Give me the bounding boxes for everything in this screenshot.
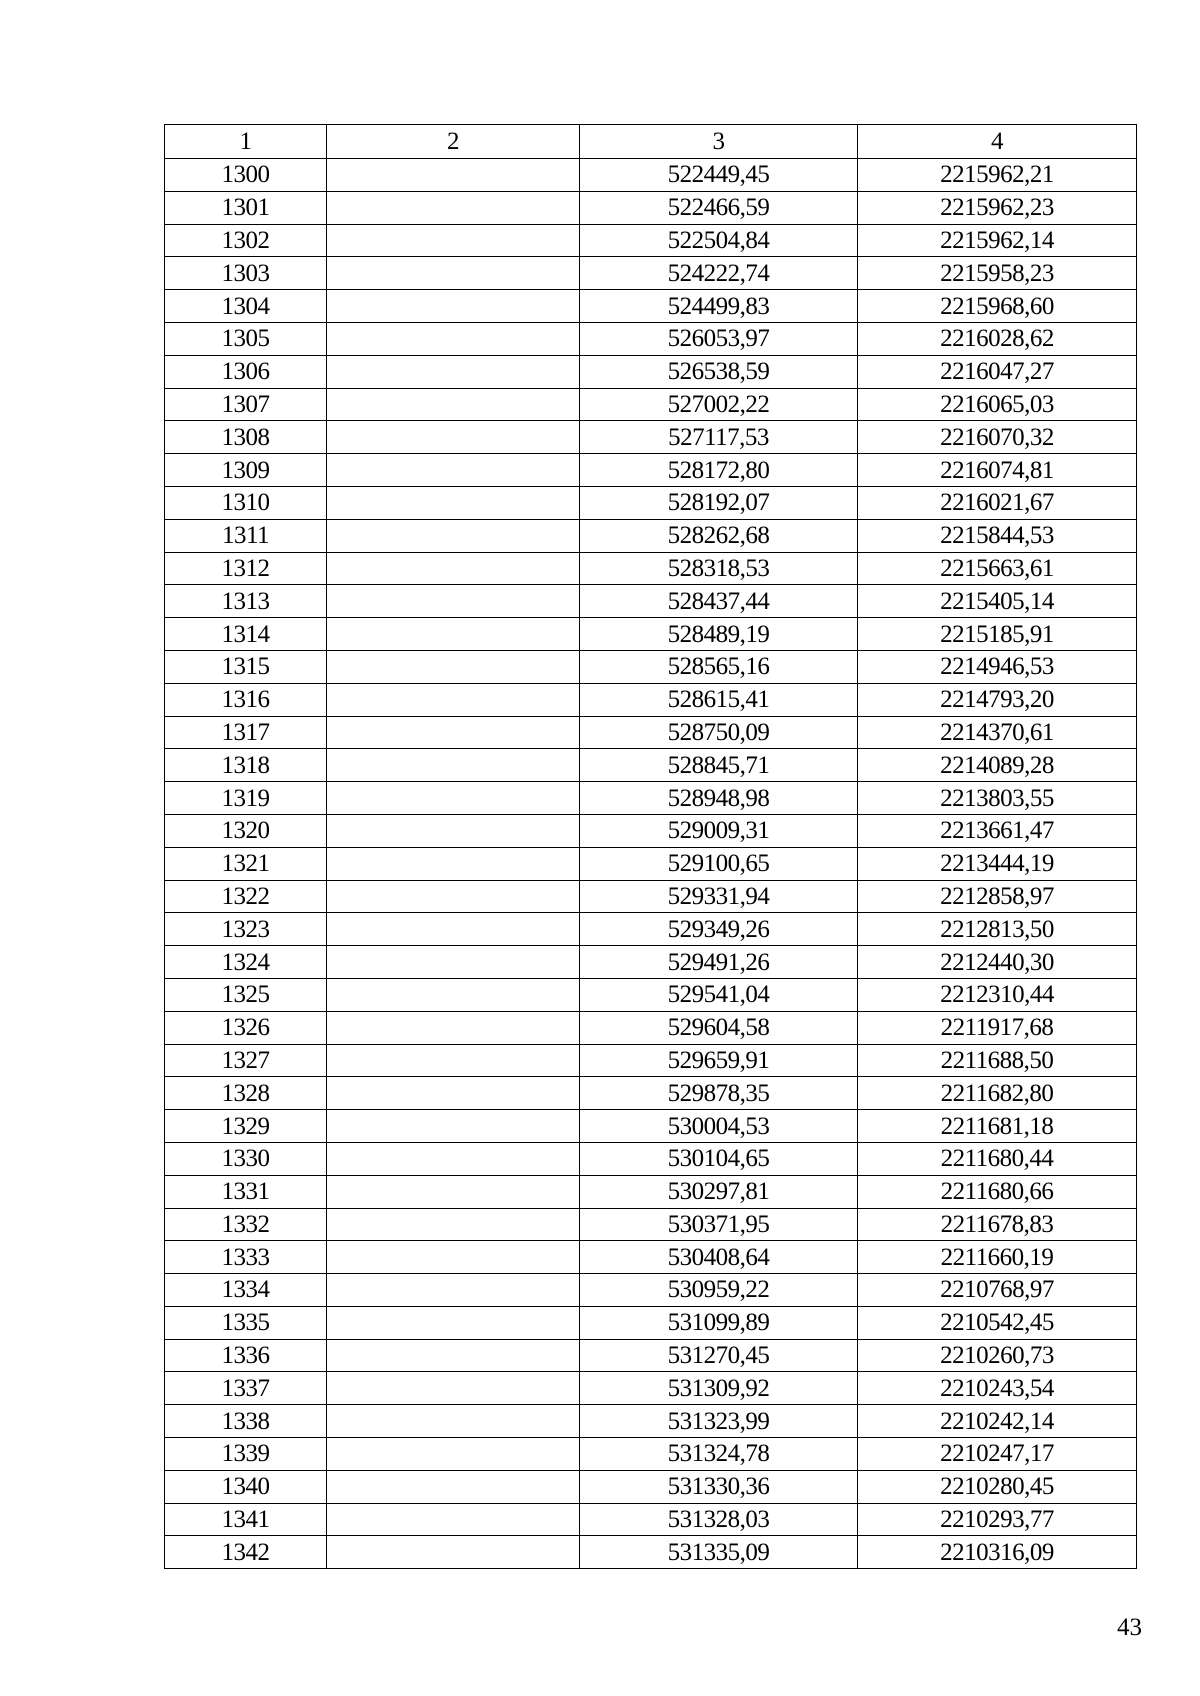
point-number-cell: 1341 xyxy=(165,1503,327,1536)
x-coordinate-cell: 524499,83 xyxy=(580,290,858,323)
table-row xyxy=(165,1241,1137,1274)
x-coordinate-cell: 528437,44 xyxy=(580,585,858,618)
x-coordinate-cell: 528948,98 xyxy=(580,782,858,815)
table-row xyxy=(165,224,1137,257)
column-header-1: 1 xyxy=(165,125,327,159)
point-number-cell: 1339 xyxy=(165,1438,327,1471)
table-row xyxy=(165,519,1137,552)
table-row xyxy=(165,650,1137,683)
x-coordinate-cell: 529659,91 xyxy=(580,1044,858,1077)
empty-cell xyxy=(327,913,580,946)
table-row xyxy=(165,618,1137,651)
point-number-cell: 1320 xyxy=(165,814,327,847)
point-number-cell: 1312 xyxy=(165,552,327,585)
x-coordinate-cell: 529491,26 xyxy=(580,946,858,979)
point-number-cell: 1309 xyxy=(165,454,327,487)
table-row xyxy=(165,1470,1137,1503)
point-number-cell: 1310 xyxy=(165,486,327,519)
y-coordinate-cell: 2210242,14 xyxy=(858,1405,1137,1438)
point-number-cell: 1322 xyxy=(165,880,327,913)
x-coordinate-cell: 529331,94 xyxy=(580,880,858,913)
table-row xyxy=(165,946,1137,979)
point-number-cell: 1325 xyxy=(165,978,327,1011)
y-coordinate-cell: 2215663,61 xyxy=(858,552,1137,585)
point-number-cell: 1315 xyxy=(165,650,327,683)
table-row xyxy=(165,159,1137,192)
empty-cell xyxy=(327,1142,580,1175)
point-number-cell: 1328 xyxy=(165,1077,327,1110)
x-coordinate-cell: 522449,45 xyxy=(580,159,858,192)
empty-cell xyxy=(327,847,580,880)
empty-cell xyxy=(327,1241,580,1274)
y-coordinate-cell: 2211681,18 xyxy=(858,1110,1137,1143)
y-coordinate-cell: 2211680,44 xyxy=(858,1142,1137,1175)
y-coordinate-cell: 2216070,32 xyxy=(858,421,1137,454)
empty-cell xyxy=(327,224,580,257)
table-row xyxy=(165,1274,1137,1307)
x-coordinate-cell: 529100,65 xyxy=(580,847,858,880)
table-row xyxy=(165,191,1137,224)
empty-cell xyxy=(327,1470,580,1503)
y-coordinate-cell: 2215958,23 xyxy=(858,257,1137,290)
x-coordinate-cell: 526538,59 xyxy=(580,355,858,388)
point-number-cell: 1319 xyxy=(165,782,327,815)
point-number-cell: 1329 xyxy=(165,1110,327,1143)
empty-cell xyxy=(327,1405,580,1438)
y-coordinate-cell: 2212813,50 xyxy=(858,913,1137,946)
empty-cell xyxy=(327,1306,580,1339)
point-number-cell: 1327 xyxy=(165,1044,327,1077)
table-row xyxy=(165,847,1137,880)
empty-cell xyxy=(327,978,580,1011)
y-coordinate-cell: 2210260,73 xyxy=(858,1339,1137,1372)
table-row xyxy=(165,716,1137,749)
empty-cell xyxy=(327,322,580,355)
table-row xyxy=(165,1405,1137,1438)
empty-cell xyxy=(327,1044,580,1077)
x-coordinate-cell: 524222,74 xyxy=(580,257,858,290)
point-number-cell: 1342 xyxy=(165,1536,327,1569)
table-row xyxy=(165,1536,1137,1569)
table-row xyxy=(165,814,1137,847)
table-row xyxy=(165,683,1137,716)
empty-cell xyxy=(327,1110,580,1143)
column-header-4: 4 xyxy=(858,125,1137,159)
empty-cell xyxy=(327,650,580,683)
empty-cell xyxy=(327,1372,580,1405)
point-number-cell: 1334 xyxy=(165,1274,327,1307)
empty-cell xyxy=(327,716,580,749)
y-coordinate-cell: 2211688,50 xyxy=(858,1044,1137,1077)
y-coordinate-cell: 2210280,45 xyxy=(858,1470,1137,1503)
y-coordinate-cell: 2216074,81 xyxy=(858,454,1137,487)
empty-cell xyxy=(327,1011,580,1044)
empty-cell xyxy=(327,880,580,913)
point-number-cell: 1308 xyxy=(165,421,327,454)
point-number-cell: 1313 xyxy=(165,585,327,618)
table-row xyxy=(165,1306,1137,1339)
empty-cell xyxy=(327,1208,580,1241)
y-coordinate-cell: 2215962,21 xyxy=(858,159,1137,192)
table-row xyxy=(165,1438,1137,1471)
x-coordinate-cell: 530104,65 xyxy=(580,1142,858,1175)
table-row xyxy=(165,1503,1137,1536)
y-coordinate-cell: 2213444,19 xyxy=(858,847,1137,880)
table-row xyxy=(165,880,1137,913)
y-coordinate-cell: 2216047,27 xyxy=(858,355,1137,388)
table-row xyxy=(165,1142,1137,1175)
x-coordinate-cell: 530408,64 xyxy=(580,1241,858,1274)
point-number-cell: 1316 xyxy=(165,683,327,716)
x-coordinate-cell: 528318,53 xyxy=(580,552,858,585)
point-number-cell: 1307 xyxy=(165,388,327,421)
x-coordinate-cell: 531324,78 xyxy=(580,1438,858,1471)
x-coordinate-cell: 528172,80 xyxy=(580,454,858,487)
table-row xyxy=(165,1175,1137,1208)
empty-cell xyxy=(327,683,580,716)
empty-cell xyxy=(327,1274,580,1307)
y-coordinate-cell: 2214370,61 xyxy=(858,716,1137,749)
x-coordinate-cell: 531328,03 xyxy=(580,1503,858,1536)
x-coordinate-cell: 527117,53 xyxy=(580,421,858,454)
x-coordinate-cell: 531335,09 xyxy=(580,1536,858,1569)
table-row xyxy=(165,552,1137,585)
empty-cell xyxy=(327,585,580,618)
x-coordinate-cell: 529878,35 xyxy=(580,1077,858,1110)
point-number-cell: 1306 xyxy=(165,355,327,388)
empty-cell xyxy=(327,1438,580,1471)
y-coordinate-cell: 2211680,66 xyxy=(858,1175,1137,1208)
y-coordinate-cell: 2210542,45 xyxy=(858,1306,1137,1339)
y-coordinate-cell: 2210247,17 xyxy=(858,1438,1137,1471)
point-number-cell: 1311 xyxy=(165,519,327,552)
y-coordinate-cell: 2216065,03 xyxy=(858,388,1137,421)
x-coordinate-cell: 522504,84 xyxy=(580,224,858,257)
x-coordinate-cell: 527002,22 xyxy=(580,388,858,421)
y-coordinate-cell: 2215962,14 xyxy=(858,224,1137,257)
empty-cell xyxy=(327,552,580,585)
x-coordinate-cell: 531309,92 xyxy=(580,1372,858,1405)
table-row xyxy=(165,388,1137,421)
y-coordinate-cell: 2212858,97 xyxy=(858,880,1137,913)
point-number-cell: 1337 xyxy=(165,1372,327,1405)
table-row xyxy=(165,1208,1137,1241)
empty-cell xyxy=(327,159,580,192)
point-number-cell: 1330 xyxy=(165,1142,327,1175)
point-number-cell: 1304 xyxy=(165,290,327,323)
point-number-cell: 1323 xyxy=(165,913,327,946)
table-row xyxy=(165,1044,1137,1077)
table-row xyxy=(165,290,1137,323)
point-number-cell: 1301 xyxy=(165,191,327,224)
table-body xyxy=(165,159,1137,1569)
point-number-cell: 1321 xyxy=(165,847,327,880)
y-coordinate-cell: 2210243,54 xyxy=(858,1372,1137,1405)
y-coordinate-cell: 2215962,23 xyxy=(858,191,1137,224)
x-coordinate-cell: 528192,07 xyxy=(580,486,858,519)
table-row xyxy=(165,322,1137,355)
point-number-cell: 1305 xyxy=(165,322,327,355)
empty-cell xyxy=(327,618,580,651)
point-number-cell: 1303 xyxy=(165,257,327,290)
point-number-cell: 1332 xyxy=(165,1208,327,1241)
y-coordinate-cell: 2215844,53 xyxy=(858,519,1137,552)
y-coordinate-cell: 2211917,68 xyxy=(858,1011,1137,1044)
empty-cell xyxy=(327,1536,580,1569)
x-coordinate-cell: 529009,31 xyxy=(580,814,858,847)
x-coordinate-cell: 529349,26 xyxy=(580,913,858,946)
y-coordinate-cell: 2215968,60 xyxy=(858,290,1137,323)
x-coordinate-cell: 528845,71 xyxy=(580,749,858,782)
x-coordinate-cell: 528615,41 xyxy=(580,683,858,716)
y-coordinate-cell: 2211678,83 xyxy=(858,1208,1137,1241)
table-row xyxy=(165,1077,1137,1110)
empty-cell xyxy=(327,421,580,454)
empty-cell xyxy=(327,519,580,552)
empty-cell xyxy=(327,290,580,323)
x-coordinate-cell: 528489,19 xyxy=(580,618,858,651)
coordinates-table xyxy=(164,124,1137,1569)
point-number-cell: 1317 xyxy=(165,716,327,749)
table-row xyxy=(165,454,1137,487)
table-row xyxy=(165,355,1137,388)
y-coordinate-cell: 2211682,80 xyxy=(858,1077,1137,1110)
y-coordinate-cell: 2214089,28 xyxy=(858,749,1137,782)
y-coordinate-cell: 2210768,97 xyxy=(858,1274,1137,1307)
point-number-cell: 1302 xyxy=(165,224,327,257)
empty-cell xyxy=(327,1339,580,1372)
table-row xyxy=(165,913,1137,946)
empty-cell xyxy=(327,749,580,782)
y-coordinate-cell: 2213803,55 xyxy=(858,782,1137,815)
y-coordinate-cell: 2213661,47 xyxy=(858,814,1137,847)
point-number-cell: 1326 xyxy=(165,1011,327,1044)
empty-cell xyxy=(327,388,580,421)
column-header-2: 2 xyxy=(327,125,580,159)
table-row xyxy=(165,1110,1137,1143)
x-coordinate-cell: 529541,04 xyxy=(580,978,858,1011)
x-coordinate-cell: 531099,89 xyxy=(580,1306,858,1339)
y-coordinate-cell: 2212440,30 xyxy=(858,946,1137,979)
point-number-cell: 1314 xyxy=(165,618,327,651)
point-number-cell: 1324 xyxy=(165,946,327,979)
empty-cell xyxy=(327,486,580,519)
y-coordinate-cell: 2210316,09 xyxy=(858,1536,1137,1569)
x-coordinate-cell: 526053,97 xyxy=(580,322,858,355)
point-number-cell: 1318 xyxy=(165,749,327,782)
y-coordinate-cell: 2216021,67 xyxy=(858,486,1137,519)
point-number-cell: 1331 xyxy=(165,1175,327,1208)
point-number-cell: 1335 xyxy=(165,1306,327,1339)
empty-cell xyxy=(327,191,580,224)
x-coordinate-cell: 528565,16 xyxy=(580,650,858,683)
empty-cell xyxy=(327,257,580,290)
empty-cell xyxy=(327,1077,580,1110)
x-coordinate-cell: 530371,95 xyxy=(580,1208,858,1241)
y-coordinate-cell: 2214946,53 xyxy=(858,650,1137,683)
y-coordinate-cell: 2216028,62 xyxy=(858,322,1137,355)
table-row xyxy=(165,749,1137,782)
table-row xyxy=(165,421,1137,454)
table-row xyxy=(165,978,1137,1011)
table-row xyxy=(165,1011,1137,1044)
y-coordinate-cell: 2210293,77 xyxy=(858,1503,1137,1536)
empty-cell xyxy=(327,355,580,388)
table-row xyxy=(165,585,1137,618)
point-number-cell: 1336 xyxy=(165,1339,327,1372)
x-coordinate-cell: 531330,36 xyxy=(580,1470,858,1503)
table-row xyxy=(165,257,1137,290)
x-coordinate-cell: 522466,59 xyxy=(580,191,858,224)
x-coordinate-cell: 529604,58 xyxy=(580,1011,858,1044)
empty-cell xyxy=(327,946,580,979)
x-coordinate-cell: 528262,68 xyxy=(580,519,858,552)
y-coordinate-cell: 2212310,44 xyxy=(858,978,1137,1011)
x-coordinate-cell: 531323,99 xyxy=(580,1405,858,1438)
table-row xyxy=(165,1339,1137,1372)
column-header-3: 3 xyxy=(580,125,858,159)
table-row xyxy=(165,782,1137,815)
page-number: 43 xyxy=(1117,1614,1142,1641)
y-coordinate-cell: 2211660,19 xyxy=(858,1241,1137,1274)
x-coordinate-cell: 530004,53 xyxy=(580,1110,858,1143)
table-row xyxy=(165,1372,1137,1405)
y-coordinate-cell: 2215185,91 xyxy=(858,618,1137,651)
empty-cell xyxy=(327,454,580,487)
empty-cell xyxy=(327,1175,580,1208)
x-coordinate-cell: 528750,09 xyxy=(580,716,858,749)
point-number-cell: 1340 xyxy=(165,1470,327,1503)
y-coordinate-cell: 2215405,14 xyxy=(858,585,1137,618)
y-coordinate-cell: 2214793,20 xyxy=(858,683,1137,716)
x-coordinate-cell: 530959,22 xyxy=(580,1274,858,1307)
table-row xyxy=(165,486,1137,519)
empty-cell xyxy=(327,1503,580,1536)
point-number-cell: 1338 xyxy=(165,1405,327,1438)
point-number-cell: 1300 xyxy=(165,159,327,192)
empty-cell xyxy=(327,782,580,815)
header-row xyxy=(165,125,1137,159)
x-coordinate-cell: 530297,81 xyxy=(580,1175,858,1208)
point-number-cell: 1333 xyxy=(165,1241,327,1274)
x-coordinate-cell: 531270,45 xyxy=(580,1339,858,1372)
empty-cell xyxy=(327,814,580,847)
